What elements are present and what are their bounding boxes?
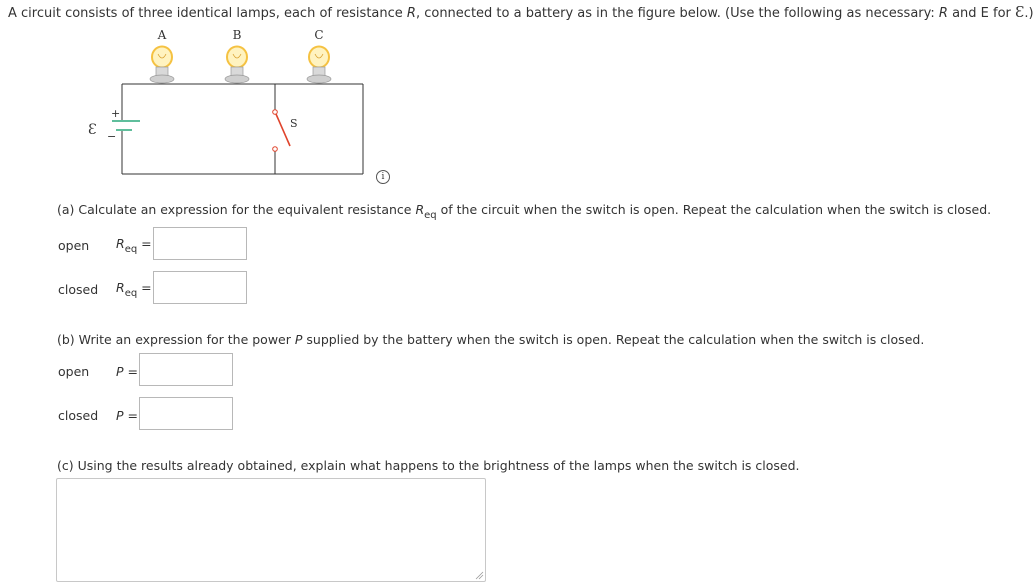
resize-grip-icon[interactable] bbox=[474, 570, 484, 580]
battery bbox=[112, 121, 140, 130]
lamp-label-a: A bbox=[157, 28, 167, 42]
circuit-wires bbox=[122, 84, 363, 174]
circuit-diagram bbox=[80, 24, 400, 194]
part-b-open-label: open bbox=[58, 364, 90, 379]
power-closed-input[interactable] bbox=[139, 397, 233, 430]
switch bbox=[273, 110, 290, 152]
part-b-question: (b) Write an expression for the power P supplied by the battery when the switch is open. Repeat the calculation when the switch is closed. bbox=[57, 332, 925, 347]
battery-plus: + bbox=[111, 107, 121, 120]
lamp-a-icon bbox=[150, 47, 174, 84]
part-c-answer-textarea[interactable] bbox=[56, 478, 486, 582]
power-open-symbol: P = bbox=[116, 364, 139, 379]
part-a-closed-label: closed bbox=[58, 282, 99, 297]
power-open-input[interactable] bbox=[139, 353, 233, 386]
part-a-question: (a) Calculate an expression for the equivalent resistance $R_{eq}$ of the circuit when the switch is open. Repeat the calculation when the switch is closed. bbox=[57, 202, 992, 221]
part-c-question: (c) Using the results already obtained, explain what happens to the brightness of the lamps when the switch is closed. bbox=[57, 458, 800, 473]
power-closed-symbol: P = bbox=[116, 408, 139, 423]
switch-label: S bbox=[290, 117, 298, 130]
lamp-label-b: B bbox=[232, 28, 242, 42]
info-icon[interactable]: i bbox=[376, 170, 390, 184]
lamp-c-icon bbox=[307, 47, 331, 84]
req-closed-input[interactable] bbox=[153, 271, 247, 304]
lamp-b-icon bbox=[225, 47, 249, 84]
req-closed-symbol: $R_{eq}$ = bbox=[116, 280, 152, 299]
emf-label: Ɛ bbox=[88, 122, 97, 138]
problem-statement: A circuit consists of three identical lamps, each of resistance R, connected to a battery as in the figure below. (Use the following as necessary: R and E for Ɛ.) bbox=[8, 3, 1034, 21]
req-open-input[interactable] bbox=[153, 227, 247, 260]
part-a-open-label: open bbox=[58, 238, 90, 253]
battery-minus: − bbox=[107, 130, 117, 143]
lamp-label-c: C bbox=[314, 28, 324, 42]
emf-symbol: Ɛ bbox=[1015, 3, 1025, 21]
part-b-closed-label: closed bbox=[58, 408, 99, 423]
req-open-symbol: $R_{eq}$ = bbox=[116, 236, 152, 255]
